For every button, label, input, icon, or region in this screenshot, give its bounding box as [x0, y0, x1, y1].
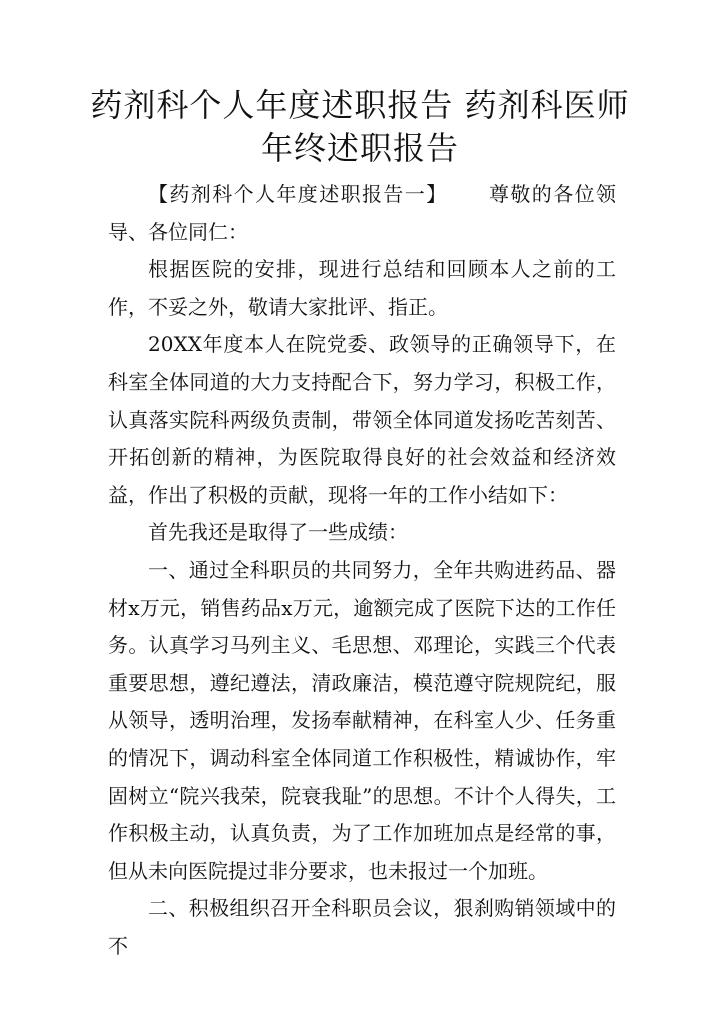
paragraph: 首先我还是取得了一些成绩： — [148, 520, 408, 545]
paragraph: 根据医院的安排，现进行总结和回顾本人之前的工作，不妥之外，敬请大家批评、指正。 — [108, 257, 616, 319]
salutation: 尊敬的各位领导、各位同仁： — [108, 182, 617, 244]
paragraph: 一、通过全科职员的共同努力，全年共购进药品、器材x万元，销售药品x万元，逾额完成了医院下达的工作任务。认真学习马列主义、毛思想、邓理论，实践三个代表重要思想，遵纪遵法，清政廉洁，模范遵守院规院纪，服从领导，透明治理，发扬奉献精神，在科室人少、任务重的情况下，调动科室全体同道工作积极性，精诚协作，牢固树立“院兴我荣，院衰我耻”的思想。不计个人得失，工作积极主动，认真负责，为了工作加班加点是经常的事，但从未向医院提过非分要求，也未报过一个加班。 — [108, 557, 616, 883]
title-line-2: 年终述职报告 — [260, 129, 459, 167]
paragraph: 20XX年度本人在院党委、政领导的正确领导下，在科室全体同道的大力支持配合下，努力学习，积极工作，认真落实院科两级负责制，带领全体同道发扬吃苦刻苦、开拓创新的精神，为医院取得良好的社会效益和经济效益，作出了积极的贡献，现将一年的工作小结如下： — [108, 332, 616, 507]
report-heading: 【药剂科个人年度述职报告一】 — [148, 182, 448, 206]
title-line-1: 药剂科个人年度述职报告 药剂科医师 — [90, 86, 630, 124]
document-title — [90, 84, 630, 170]
document-body — [108, 176, 616, 965]
opening-paragraph — [108, 176, 616, 251]
paragraph: 二、积极组织召开全科职员会议，狠刹购销领域中的不 — [108, 896, 616, 958]
